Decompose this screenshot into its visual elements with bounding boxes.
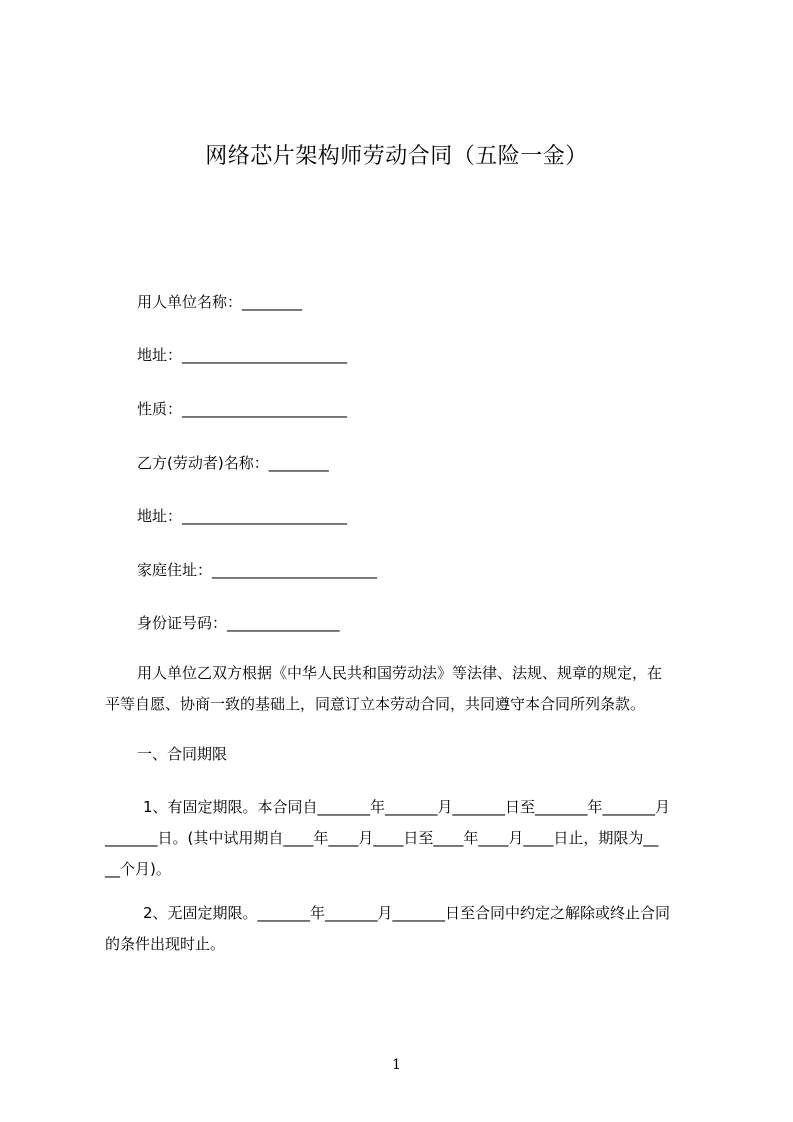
employer-nature-field: 性质：______________________ (137, 400, 348, 418)
preamble-line: 平等自愿、协商一致的基础上，同意订立本劳动合同，共同遵守本合同所列条款。 (105, 695, 646, 713)
preamble-paragraph (105, 658, 700, 720)
clause-line: 1、有固定期限。本合同自_______年_______月_______日至_______年_______月 (143, 798, 671, 816)
employer-address-field: 地址：______________________ (137, 346, 348, 364)
employer-name-field: 用人单位名称：________ (137, 293, 303, 311)
home-address-field: 家庭住址：______________________ (137, 561, 378, 579)
clause-open-term (105, 898, 700, 960)
page-number: 1 (392, 1057, 401, 1073)
preamble-line: 用人单位乙双方根据《中华人民共和国劳动法》等法律、法规、规章的规定，在 (137, 664, 663, 682)
clause-fixed-term (105, 792, 700, 885)
id-number-field: 身份证号码：_______________ (137, 614, 340, 632)
employee-name-field: 乙方(劳动者)名称：________ (137, 454, 329, 472)
section-heading: 一、合同期限 (137, 745, 228, 763)
clause-line: _______日。(其中试用期自____年____月____日至____年____月____日止，期限为__ (105, 829, 659, 847)
document-title: 网络芯片架构师劳动合同（五险一金） (205, 144, 588, 169)
clause-line: 2、无固定期限。_______年_______月_______日至合同中约定之解除或终止合同 (143, 904, 671, 922)
employee-address-field: 地址：______________________ (137, 507, 348, 525)
clause-line: 的条件出现时止。 (105, 935, 226, 953)
clause-line: __个月)。 (105, 860, 171, 878)
